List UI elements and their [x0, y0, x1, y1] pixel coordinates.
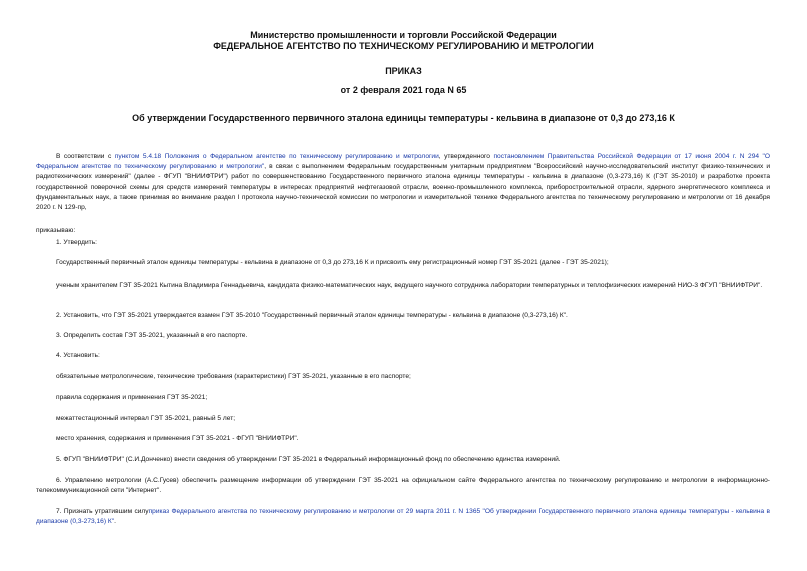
order-word: приказываю:	[36, 227, 76, 234]
intro-paragraph	[36, 152, 770, 213]
item-4d: место хранения, содержания и применения ГЭТ 35-2021 - ФГУП "ВНИИФТРИ".	[56, 435, 299, 442]
date-number: от 2 февраля 2021 года N 65	[340, 85, 467, 95]
item-7-text: 7. Признать утратившим силу	[56, 508, 149, 515]
item-7-end: .	[114, 518, 116, 526]
item-4: 4. Установить:	[56, 352, 100, 359]
agency-heading: ФЕДЕРАЛЬНОЕ АГЕНТСТВО ПО ТЕХНИЧЕСКОМУ РЕГУЛИРОВАНИЮ И МЕТРОЛОГИИ	[213, 41, 594, 51]
item-4c: межаттестационный интервал ГЭТ 35-2021, равный 5 лет;	[56, 415, 236, 422]
document-title: Об утверждении Государственного первичного эталона единицы температуры - кельвина в диапазоне от 0,3 до 273,16 К	[132, 113, 675, 123]
item-3: 3. Определить состав ГЭТ 35-2021, указанный в его паспорте.	[56, 332, 248, 339]
intro-text-3: , в связи с выполнением Федеральным государственным унитарным предприятием "Всероссийский научно-исследовательский институт физико-технических и радиотехнических измерений" (далее - ФГУП "ВНИИФТРИ") работ по совершенствованию Государственного первичного эталона единицы температуры - кельвина в диапазоне (0,3-273,16) К (ГЭТ 35-2010) и разработке проекта государственной поверочной схемы для средств измерений температуры в интересах предприятий нефтегазовой отрасли, военно-промышленного комплекса, приборостроительной отрасли, ядерного энергетического комплекса и фундаментальных наук, а также принимая во внимание раздел I протокола научно-технической комиссии по метрологии и измерительной технике Федерального агентства по техническому регулированию и метрологии от 16 декабря 2020 г. N 129-пр,	[36, 163, 770, 212]
intro-text-1: В соответствии с	[56, 153, 115, 160]
item-4a: обязательные метрологические, технические требования (характеристики) ГЭТ 35-2021, указанные в его паспорте;	[56, 373, 411, 380]
item-2: 2. Установить, что ГЭТ 35-2021 утверждается взамен ГЭТ 35-2010 "Государственный первичный эталон единицы температуры - кельвина в диапазоне (0,3-273,16) К".	[56, 312, 568, 319]
intro-text-2: , утвержденного	[438, 153, 494, 160]
regulation-link[interactable]: пунктом 5.4.18 Положения о Федеральном агентстве по техническому регулированию и метрологии	[114, 153, 439, 160]
repealed-order-link[interactable]: приказ Федерального агентства по техническому регулированию и метрологии от 29 марта 2011 г. N 1365 "Об утверждении Государственного первичного эталона единицы температуры - кельвина в диапазоне (0,3-273,16) К"	[36, 508, 770, 526]
document-type: ПРИКАЗ	[385, 66, 422, 76]
resolution-link[interactable]: постановлением Правительства Российской Федерации от 17 июня 2004 г. N 294 "О Федеральном агентстве по техническому регулированию и метрологии"	[36, 153, 770, 171]
item-1a: Государственный первичный эталон единицы температуры - кельвина в диапазоне от 0,3 до 273,16 К и присвоить ему регистрационный номер ГЭТ 35-2021 (далее - ГЭТ 35-2021);	[56, 259, 609, 266]
item-4b: правила содержания и применения ГЭТ 35-2021;	[56, 394, 208, 401]
item-1b: ученым хранителем ГЭТ 35-2021 Кытина Владимира Геннадьевича, кандидата физико-математических наук, ведущего научного сотрудника лаборатории температурных и теплофизических измерений НИО-3 ФГУП "ВНИИФТРИ".	[56, 282, 763, 289]
ministry-heading: Министерство промышленности и торговли Российской Федерации	[250, 30, 557, 40]
item-5: 5. ФГУП "ВНИИФТРИ" (С.И.Донченко) внести сведения об утверждении ГЭТ 35-2021 в Федеральный информационный фонд по обеспечению единства измерений.	[56, 456, 561, 463]
item-7	[36, 507, 770, 527]
item-1: 1. Утвердить:	[56, 239, 97, 246]
item-6: 6. Управлению метрологии (А.С.Гусев) обеспечить размещение информации об утверждении ГЭТ 35-2021 на официальном сайте Федерального агентства по техническому регулированию и метрологии в информационно-телекоммуникационной сети "Интернет".	[36, 477, 770, 495]
